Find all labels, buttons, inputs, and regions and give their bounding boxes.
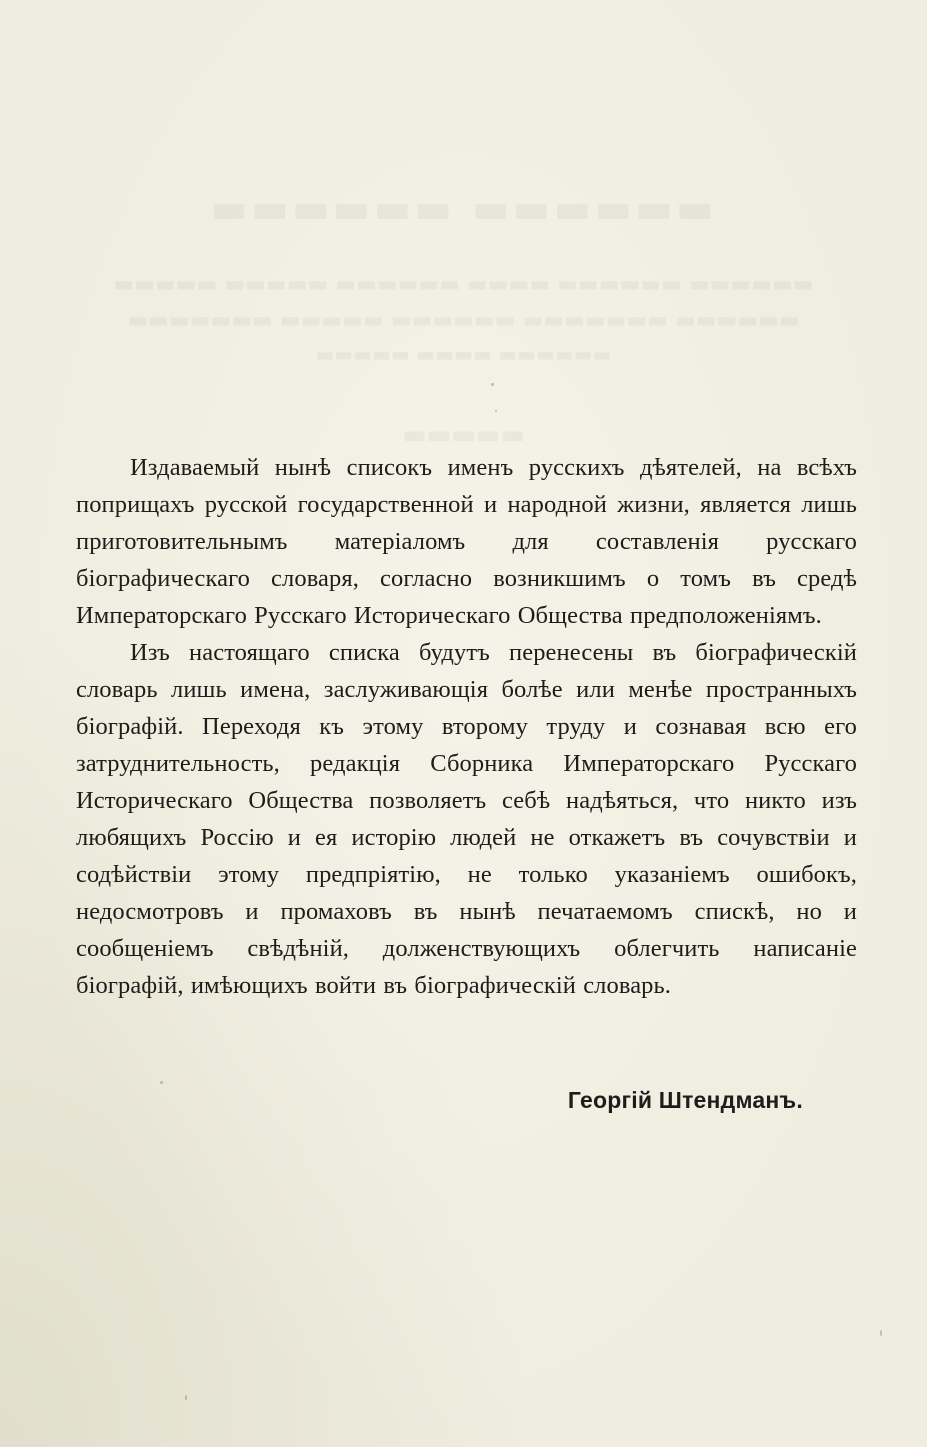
paper-speck [491, 383, 494, 386]
paper-speck [495, 410, 497, 412]
preface-paragraph: Издаваемый нынѣ списокъ именъ русскихъ дѣятелей, на всѣхъ поприщахъ русской государственной и народной жизни, является лишь приготовительнымъ матеріаломъ для составленія русскаго біографическаго словаря, согласно возникшимъ о томъ въ средѣ Императорскаго Русскаго Историческаго Общества предположеніямъ. [76, 454, 857, 629]
bleed-through-line: ▬▬▬▬▬ ▬▬▬▬▬ ▬▬▬▬▬▬ ▬▬▬▬ ▬▬▬▬▬▬ ▬▬▬▬▬▬ [113, 272, 814, 297]
paper-speck [160, 1081, 163, 1084]
preface-paragraph: Изъ настоящаго списка будутъ перенесены въ біографическій словарь лишь имена, заслуживающія болѣе или менѣе пространныхъ біографій. Переходя къ этому второму труду и сознавая всю его затруднительность, редакція Сборника Императорскаго Русскаго Историческаго Общества позволяетъ себѣ надѣяться, что никто изъ любящихъ Россію и ея исторію людей не откажетъ въ сочувствіи и содѣйствіи этому предпріятію, не только указаніемъ ошибокъ, недосмотровъ и промаховъ въ нынѣ печатаемомъ спискѣ, но и сообщеніемъ свѣдѣній, долженствующихъ облегчить написаніе біографій, имѣющихъ войти въ біографическій словарь. [76, 639, 857, 999]
bleed-through-title: ▬▬▬▬▬▬ ▬▬▬▬▬▬ [210, 185, 717, 232]
author-signature: Георгій Штендманъ. [567, 1087, 803, 1113]
bleed-through-line: ▬▬▬▬▬ ▬▬▬▬ ▬▬▬▬▬▬ [315, 342, 612, 366]
paper-speck [185, 1395, 187, 1400]
bleed-through-line: ▬▬▬▬▬▬▬ ▬▬▬▬▬ ▬▬▬▬▬▬ ▬▬▬▬▬▬▬ ▬▬▬▬▬▬ [127, 308, 800, 333]
bleed-through-line: ▬▬▬▬▬ [402, 420, 525, 450]
preface-text [76, 449, 857, 1004]
paper-speck [880, 1330, 882, 1336]
